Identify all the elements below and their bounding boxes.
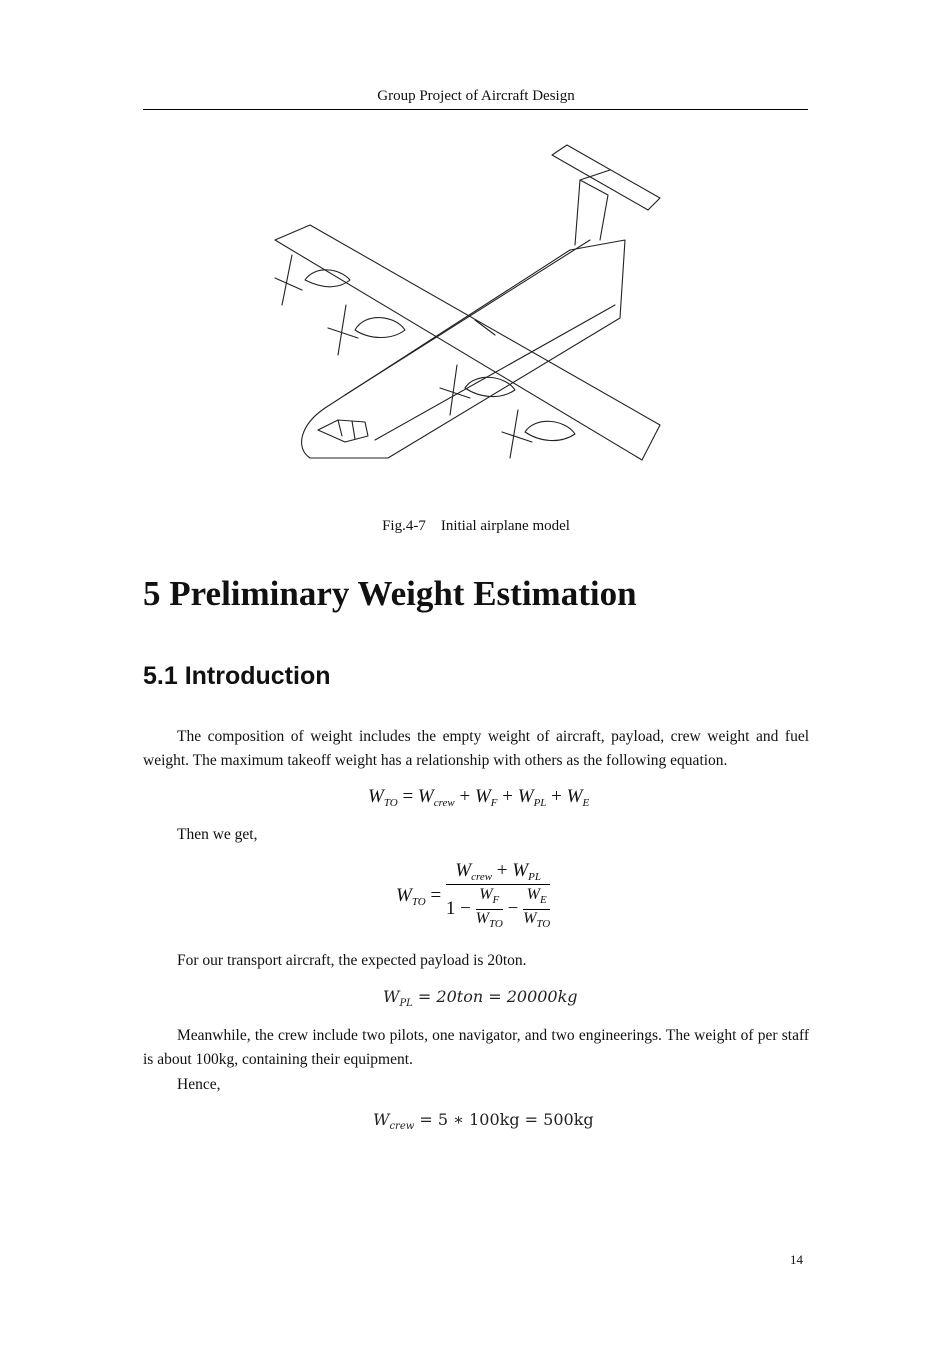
subsection-heading: 5.1 Introduction [143,662,331,690]
figure-caption: Fig.4-7 Initial airplane model [382,518,570,534]
paragraph-payload: For our transport aircraft, the expected payload is 20ton. [177,952,527,969]
cockpit-window [318,420,368,442]
engine-3 [440,365,515,415]
paragraph-hence: Hence, [177,1076,221,1093]
equation-payload: $W_{PL} = 20ton = 20000kg$ [383,987,578,1009]
header-rule [143,109,808,110]
wing-root [475,320,495,335]
paragraph-then: Then we get, [177,826,258,843]
equation-takeoff-weight-fraction: $W_{TO}$ = $W_{crew} + W_{PL}$ 1 − $W_F$ $W_{TO}$ − $W_E$ $W_{TO}$ [396,860,550,933]
running-header: Group Project of Aircraft Design [377,88,575,104]
vertical-stabilizer [575,180,608,245]
cockpit-frame [338,420,355,439]
horizontal-stabilizer [552,145,660,210]
paragraph-composition: The composition of weight includes the empty weight of aircraft, payload, crew weight and fuel weight. The maximum takeoff weight has a relationship with others as the following equation. [143,728,809,769]
airplane-figure [270,140,670,475]
equation-takeoff-weight-sum: $W_{TO} = W_{crew} + W_F + W_{PL} + W_E$ [368,786,590,809]
engine-4 [502,410,575,458]
paragraph-crew: Meanwhile, the crew include two pilots, one navigator, and two engineerings. The weight of per staff is about 100kg, containing their equipment. [143,1027,809,1068]
main-fraction: $W_{crew} + W_{PL}$ 1 − $W_F$ $W_{TO}$ − $W_E$ $W_{TO}$ [445,860,551,930]
tail-root [580,170,610,180]
equation-crew-weight: $W_{crew} = 5$ ∗ 100kg = 500kg [373,1110,594,1132]
engine-2 [328,305,405,355]
wing-outline [275,225,660,460]
section-heading: 5 Preliminary Weight Estimation [143,574,637,613]
page-number: 14 [790,1252,803,1267]
fuselage-outline [302,240,625,458]
